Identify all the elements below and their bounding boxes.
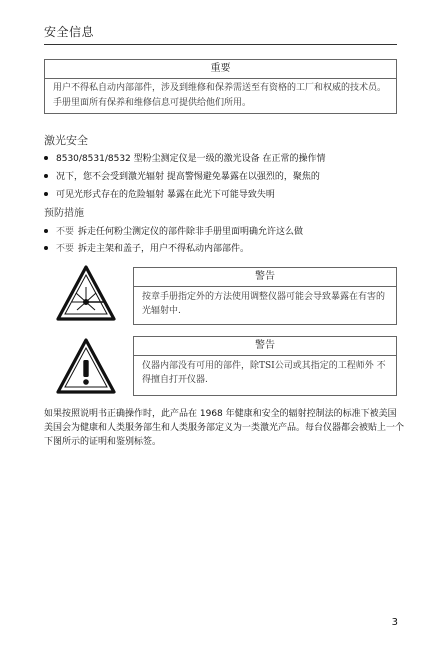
page-number: 3 xyxy=(391,617,398,628)
precautions-title: 预防措施 xyxy=(44,208,84,219)
bullet-dot xyxy=(44,192,48,196)
important-box xyxy=(44,59,397,114)
bullet-dot xyxy=(44,156,48,160)
precaution-item-1 xyxy=(44,226,404,238)
precaution-text: 拆走任何粉尘测定仪的部件除非手册里面明确允许这么做 xyxy=(78,227,304,237)
precaution-text: 拆走主架和盖子，用户不得私动内部部件。 xyxy=(78,244,250,254)
exclamation-warning-text: 仪器内部没有可用的部件，除TSI公司或其指定的工程师外 不得擅自打开仪器. xyxy=(142,361,386,385)
laser-bullet-text: 可见光形式存在的危险辐射 暴露在此光下可能导致失明 xyxy=(56,190,275,200)
important-text: 用户不得私自动内部部件，涉及到维修和保养需送至有资格的工厂和权威的技术员。手册里面所有保养和维修信息可提供给他们所用。 xyxy=(53,83,387,108)
laser-bullet-text: 8530/8531/8532 型粉尘测定仪是一级的激光设备 在正常的操作情 xyxy=(56,154,326,164)
precaution-item-2 xyxy=(44,243,404,255)
laser-safety-title: 激光安全 xyxy=(44,134,88,147)
exclamation-warning-box xyxy=(133,336,397,396)
laser-warning-icon xyxy=(56,265,116,322)
precaution-prefix: 不要 xyxy=(56,227,75,237)
laser-warning-text: 按章手册指定外的方法使用调整仪器可能会导致暴露在有害的光辐射中. xyxy=(142,292,386,316)
title-divider xyxy=(44,44,397,45)
laser-warning-box xyxy=(133,267,397,325)
laser-bullet-text: 况下，您不会受到激光辐射 提高警惕避免暴露在以强烈的，聚焦的 xyxy=(56,172,320,182)
bullet-dot xyxy=(44,174,48,178)
laser-bullet-2 xyxy=(44,171,404,183)
exclamation-warning-icon-svg xyxy=(56,338,116,395)
laser-product-statement: 如果按照说明书正确操作时，此产品在 1968 年健康和安全的辐射控制法的标准下被美国美国会为健康和人类服务部生和人类服务部定义为一类激光产品。每台仪器都会被贴上一个下图所示的证明和鉴别标签。 xyxy=(44,409,405,447)
page-title: 安全信息 xyxy=(44,25,95,39)
bullet-dot xyxy=(44,229,48,233)
precaution-prefix: 不要 xyxy=(56,244,75,254)
bullet-dot xyxy=(44,246,48,250)
laser-bullet-1 xyxy=(44,153,404,165)
laser-warning-heading: 警告 xyxy=(134,268,396,287)
laser-bullet-3 xyxy=(44,189,404,201)
exclamation-warning-heading: 警告 xyxy=(134,337,396,356)
exclamation-warning-icon xyxy=(56,338,116,395)
laser-warning-icon-svg xyxy=(56,265,116,322)
important-heading: 重要 xyxy=(45,60,396,79)
